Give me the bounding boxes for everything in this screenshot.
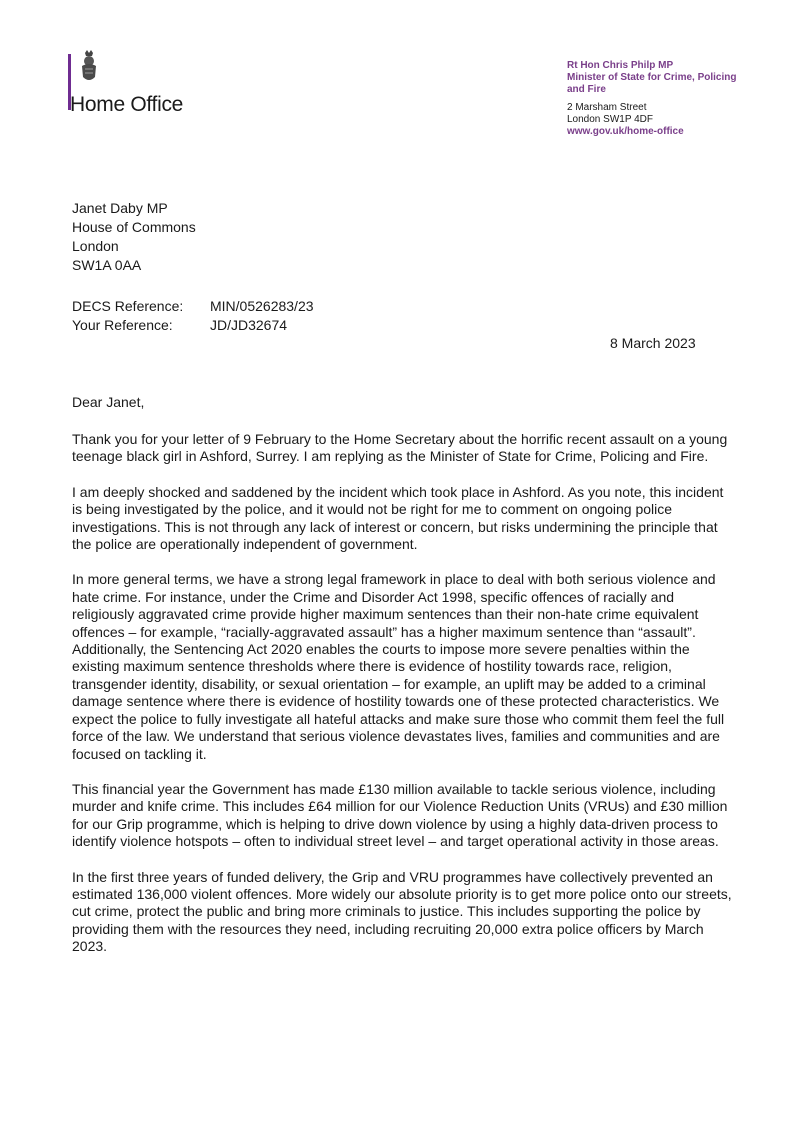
- website-link[interactable]: www.gov.uk/home-office: [567, 126, 684, 137]
- decs-label: DECS Reference:: [72, 298, 184, 314]
- your-reference: [72, 316, 314, 335]
- minister-name: Rt Hon Chris Philp MP: [567, 60, 674, 71]
- recipient-name: Janet Daby MP: [72, 200, 168, 216]
- decs-value: MIN/0526283/23: [210, 298, 314, 314]
- decs-reference: [72, 297, 314, 316]
- recipient-line-2: London: [72, 238, 119, 254]
- letter-body: [72, 431, 732, 974]
- address-line-1: 2 Marsham Street: [567, 102, 647, 113]
- paragraph: In more general terms, we have a strong legal framework in place to deal with both serious violence and hate crime. For instance, under the Crime and Disorder Act 1998, specific offences of racially and religiously aggravated crime provide higher maximum sentences than their non-hate crime equivalent offences – for example, “racially-aggravated assault” has a higher maximum sentence than “assault”. Additionally, the Sentencing Act 2020 enables the courts to impose more severe penalties within the existing maximum sentence thresholds where there is evidence of hostility towards race, religion, transgender identity, disability, or sexual orientation – for example, an uplift may be added to a criminal damage sentence where there is evidence of hostility towards one of these protected characteristics. We expect the police to fully investigate all hateful attacks and make sure those who commit them feel the full force of the law. We understand that serious violence devastates lives, families and communities and are focused on tackling it.: [72, 571, 725, 762]
- salutation: Dear Janet,: [72, 394, 145, 410]
- minister-title: Minister of State for Crime, Policing and Fire: [567, 72, 737, 95]
- recipient-address: [72, 199, 196, 275]
- paragraph: In the first three years of funded delivery, the Grip and VRU programmes have collectively prevented an estimated 136,000 violent offences. More widely our absolute priority is to get more police onto our streets, cut crime, protect the public and bring more criminals to justice. This includes supporting the police by providing them with the resources they need, including recruiting 20,000 extra police officers by March 2023.: [72, 868, 732, 955]
- references: [72, 297, 314, 335]
- recipient-line-1: House of Commons: [72, 219, 196, 235]
- your-ref-label: Your Reference:: [72, 317, 173, 333]
- your-ref-value: JD/JD32674: [210, 317, 288, 333]
- paragraph: I am deeply shocked and saddened by the incident which took place in Ashford. As you note, this incident is being investigated by the police, and it would not be right for me to comment on ongoing police investigations. This is not through any lack of interest or concern, but risks undermining the principle that the police are operationally independent of government.: [72, 483, 724, 553]
- paragraph: Thank you for your letter of 9 February to the Home Secretary about the horrific recent assault on a young teenage black girl in Ashford, Surrey. I am replying as the Minister of State for Crime, Policing and Fire.: [72, 431, 728, 465]
- address-line-2: London SW1P 4DF: [567, 114, 653, 125]
- minister-block: [567, 60, 767, 138]
- letter-date: 8 March 2023: [610, 335, 696, 351]
- org-name: Home Office: [70, 93, 184, 116]
- crest-emblem: [78, 50, 100, 84]
- recipient-postcode: SW1A 0AA: [72, 257, 142, 273]
- paragraph: This financial year the Government has made £130 million available to tackle serious violence, including murder and knife crime. This includes £64 million for our Violence Reduction Units (VRUs) and £30 million for our Grip programme, which is helping to drive down violence by using a highly data-driven process to identify violence hotspots – often to individual street level – and target operational activity in those areas.: [72, 780, 728, 850]
